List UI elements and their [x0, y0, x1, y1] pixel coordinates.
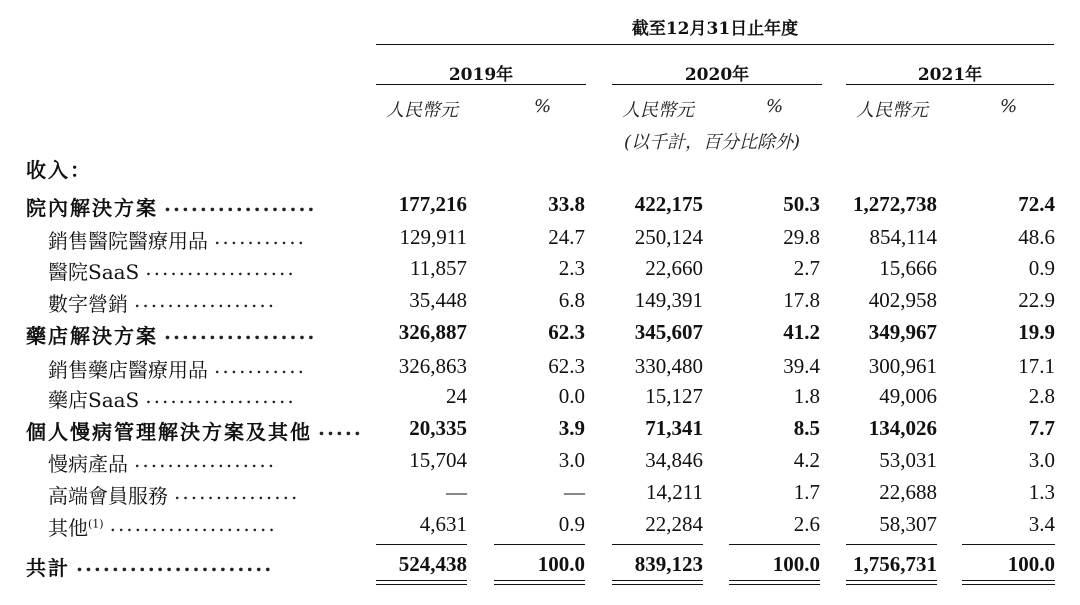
cell-v2021: 349,967	[868, 320, 937, 344]
cell-p2019: 33.8	[548, 192, 585, 216]
cell-v2021: 15,666	[879, 256, 937, 280]
cell-p2021: 17.1	[1018, 354, 1055, 378]
cell-v2021: 1,756,731	[853, 552, 937, 576]
row-label: 共計	[26, 556, 70, 580]
footnote-marker: (1)	[88, 517, 104, 531]
cell-v2020: 22,660	[645, 256, 703, 280]
cell-p2021: 3.4	[1028, 512, 1055, 536]
leader-dots: ...........	[214, 354, 306, 378]
leader-dots: ...............	[174, 480, 300, 504]
pct-label-2021: %	[1000, 96, 1018, 117]
cell-v2019: 129,911	[399, 225, 467, 249]
cell-v2020: 71,341	[645, 416, 703, 440]
row-label: 院內解決方案	[26, 196, 158, 220]
subtotal-rule	[494, 544, 585, 545]
leader-dots: ......................	[76, 552, 274, 576]
cell-v2020: 15,127	[645, 384, 703, 408]
cell-p2021: 2.8	[1028, 384, 1055, 408]
subtotal-rule	[962, 544, 1055, 545]
cell-p2019: 0.0	[558, 384, 585, 408]
subtotal-rule	[729, 544, 820, 545]
cell-p2019: 62.3	[548, 320, 585, 344]
table-row	[0, 412, 1080, 442]
cell-p2019: 3.0	[558, 448, 585, 472]
leader-dots: ....................	[109, 512, 277, 536]
leader-dots: ..................	[145, 256, 296, 280]
table-row	[0, 316, 1080, 346]
cell-v2019: 524,438	[398, 552, 467, 576]
cell-v2021: 49,006	[879, 384, 937, 408]
cell-p2020: 1.8	[793, 384, 820, 408]
leader-dots: ..................	[145, 384, 296, 408]
cell-v2019: 15,704	[409, 448, 467, 472]
cell-p2020: 100.0	[772, 552, 820, 576]
row-label: 數字營銷	[48, 292, 128, 316]
cell-p2020: 50.3	[783, 192, 820, 216]
cell-p2020: 39.4	[783, 354, 820, 378]
cell-p2021: 3.0	[1028, 448, 1055, 472]
cell-p2021: 1.3	[1028, 480, 1055, 504]
table-row	[0, 444, 1080, 474]
cell-v2020: 330,480	[634, 354, 703, 378]
cell-p2020: 8.5	[793, 416, 820, 440]
cell-p2019: 62.3	[548, 354, 585, 378]
row-label: 藥店SaaS	[48, 388, 140, 412]
row-label: 銷售藥店醫療用品	[48, 358, 208, 382]
pct-label-2019: %	[534, 96, 552, 117]
row-label: 高端會員服務	[48, 484, 168, 508]
cell-p2019: —	[564, 480, 585, 504]
cell-v2019: 35,448	[409, 288, 467, 312]
cell-v2021: 134,026	[868, 416, 937, 440]
subtotal-rule	[846, 544, 937, 545]
subtotal-rule	[376, 544, 467, 545]
row-label: 其他$^{(1)}$	[48, 516, 104, 540]
cell-v2020: 34,846	[645, 448, 703, 472]
cell-p2021: 72.4	[1018, 192, 1055, 216]
cell-p2019: 3.9	[558, 416, 585, 440]
cell-p2020: 1.7	[793, 480, 820, 504]
cell-v2020: 14,211	[646, 480, 703, 504]
unit-label-2019: 人民幣元	[386, 100, 458, 121]
cell-v2019: 4,631	[419, 512, 467, 536]
cell-p2021: 7.7	[1028, 416, 1055, 440]
cell-v2019: 24	[446, 384, 467, 408]
cell-v2021: 22,688	[879, 480, 937, 504]
header-rule-top	[376, 44, 1054, 45]
cell-v2020: 22,284	[645, 512, 703, 536]
year-2021: 2021年	[917, 65, 983, 85]
cell-p2021: 19.9	[1018, 320, 1055, 344]
cell-v2021: 53,031	[879, 448, 937, 472]
cell-p2020: 2.6	[793, 512, 820, 536]
total-double-rule	[846, 580, 937, 585]
row-label: 個人慢病管理解決方案及其他	[26, 420, 312, 444]
table-row	[0, 252, 1080, 282]
cell-v2021: 1,272,738	[853, 192, 937, 216]
cell-v2021: 58,307	[879, 512, 937, 536]
cell-p2019: 2.3	[558, 256, 585, 280]
cell-p2020: 29.8	[783, 225, 820, 249]
table-row	[0, 188, 1080, 218]
cell-v2020: 345,607	[634, 320, 703, 344]
cell-p2020: 2.7	[793, 256, 820, 280]
year-2019: 2019年	[448, 65, 514, 85]
row-label: 銷售醫院醫療用品	[48, 229, 208, 253]
cell-p2019: 100.0	[537, 552, 585, 576]
total-row	[0, 548, 1080, 578]
year-rule-2021	[846, 84, 1054, 85]
cell-p2019: 24.7	[548, 225, 585, 249]
leader-dots: .................	[164, 192, 317, 216]
pct-label-2020: %	[766, 96, 784, 117]
table-row	[0, 221, 1080, 251]
total-double-rule	[376, 580, 467, 585]
cell-p2020: 41.2	[783, 320, 820, 344]
total-double-rule	[494, 580, 585, 585]
year-rule-2020	[612, 84, 822, 85]
cell-v2019: —	[446, 480, 467, 504]
cell-p2021: 0.9	[1028, 256, 1055, 280]
cell-v2019: 326,887	[398, 320, 467, 344]
cell-v2019: 177,216	[398, 192, 467, 216]
leader-dots: .................	[164, 320, 317, 344]
row-label: 醫院SaaS	[48, 260, 140, 284]
cell-v2021: 402,958	[868, 288, 937, 312]
table-row	[0, 380, 1080, 410]
table-row	[0, 284, 1080, 314]
leader-dots: ...........	[214, 225, 306, 249]
unit-note: (以千計，百分比除外)	[624, 132, 801, 153]
cell-v2021: 854,114	[869, 225, 937, 249]
year-rule-2019	[376, 84, 586, 85]
cell-v2020: 422,175	[634, 192, 703, 216]
total-double-rule	[962, 580, 1055, 585]
table-row	[0, 476, 1080, 506]
cell-p2019: 0.9	[558, 512, 585, 536]
period-title: 截至12月31日止年度	[631, 19, 799, 39]
leader-dots: .....	[318, 416, 363, 440]
table-row	[0, 350, 1080, 380]
cell-v2020: 250,124	[634, 225, 703, 249]
section-label: 收入：	[26, 158, 92, 182]
row-label: 藥店解決方案	[26, 324, 158, 348]
cell-v2020: 149,391	[634, 288, 703, 312]
table-row	[0, 508, 1080, 538]
cell-p2021: 48.6	[1018, 225, 1055, 249]
cell-v2019: 11,857	[410, 256, 467, 280]
cell-v2020: 839,123	[634, 552, 703, 576]
unit-label-2021: 人民幣元	[856, 100, 928, 121]
subtotal-rule	[612, 544, 703, 545]
cell-v2021: 300,961	[868, 354, 937, 378]
row-label: 慢病產品	[48, 452, 128, 476]
cell-p2020: 4.2	[793, 448, 820, 472]
cell-p2019: 6.8	[558, 288, 585, 312]
total-double-rule	[612, 580, 703, 585]
cell-p2021: 22.9	[1018, 288, 1055, 312]
unit-label-2020: 人民幣元	[622, 100, 694, 121]
cell-v2019: 20,335	[409, 416, 467, 440]
cell-p2021: 100.0	[1007, 552, 1055, 576]
cell-v2019: 326,863	[398, 354, 467, 378]
total-double-rule	[729, 580, 820, 585]
leader-dots: .................	[134, 448, 277, 472]
leader-dots: .................	[134, 288, 277, 312]
cell-p2020: 17.8	[783, 288, 820, 312]
year-2020: 2020年	[684, 65, 750, 85]
